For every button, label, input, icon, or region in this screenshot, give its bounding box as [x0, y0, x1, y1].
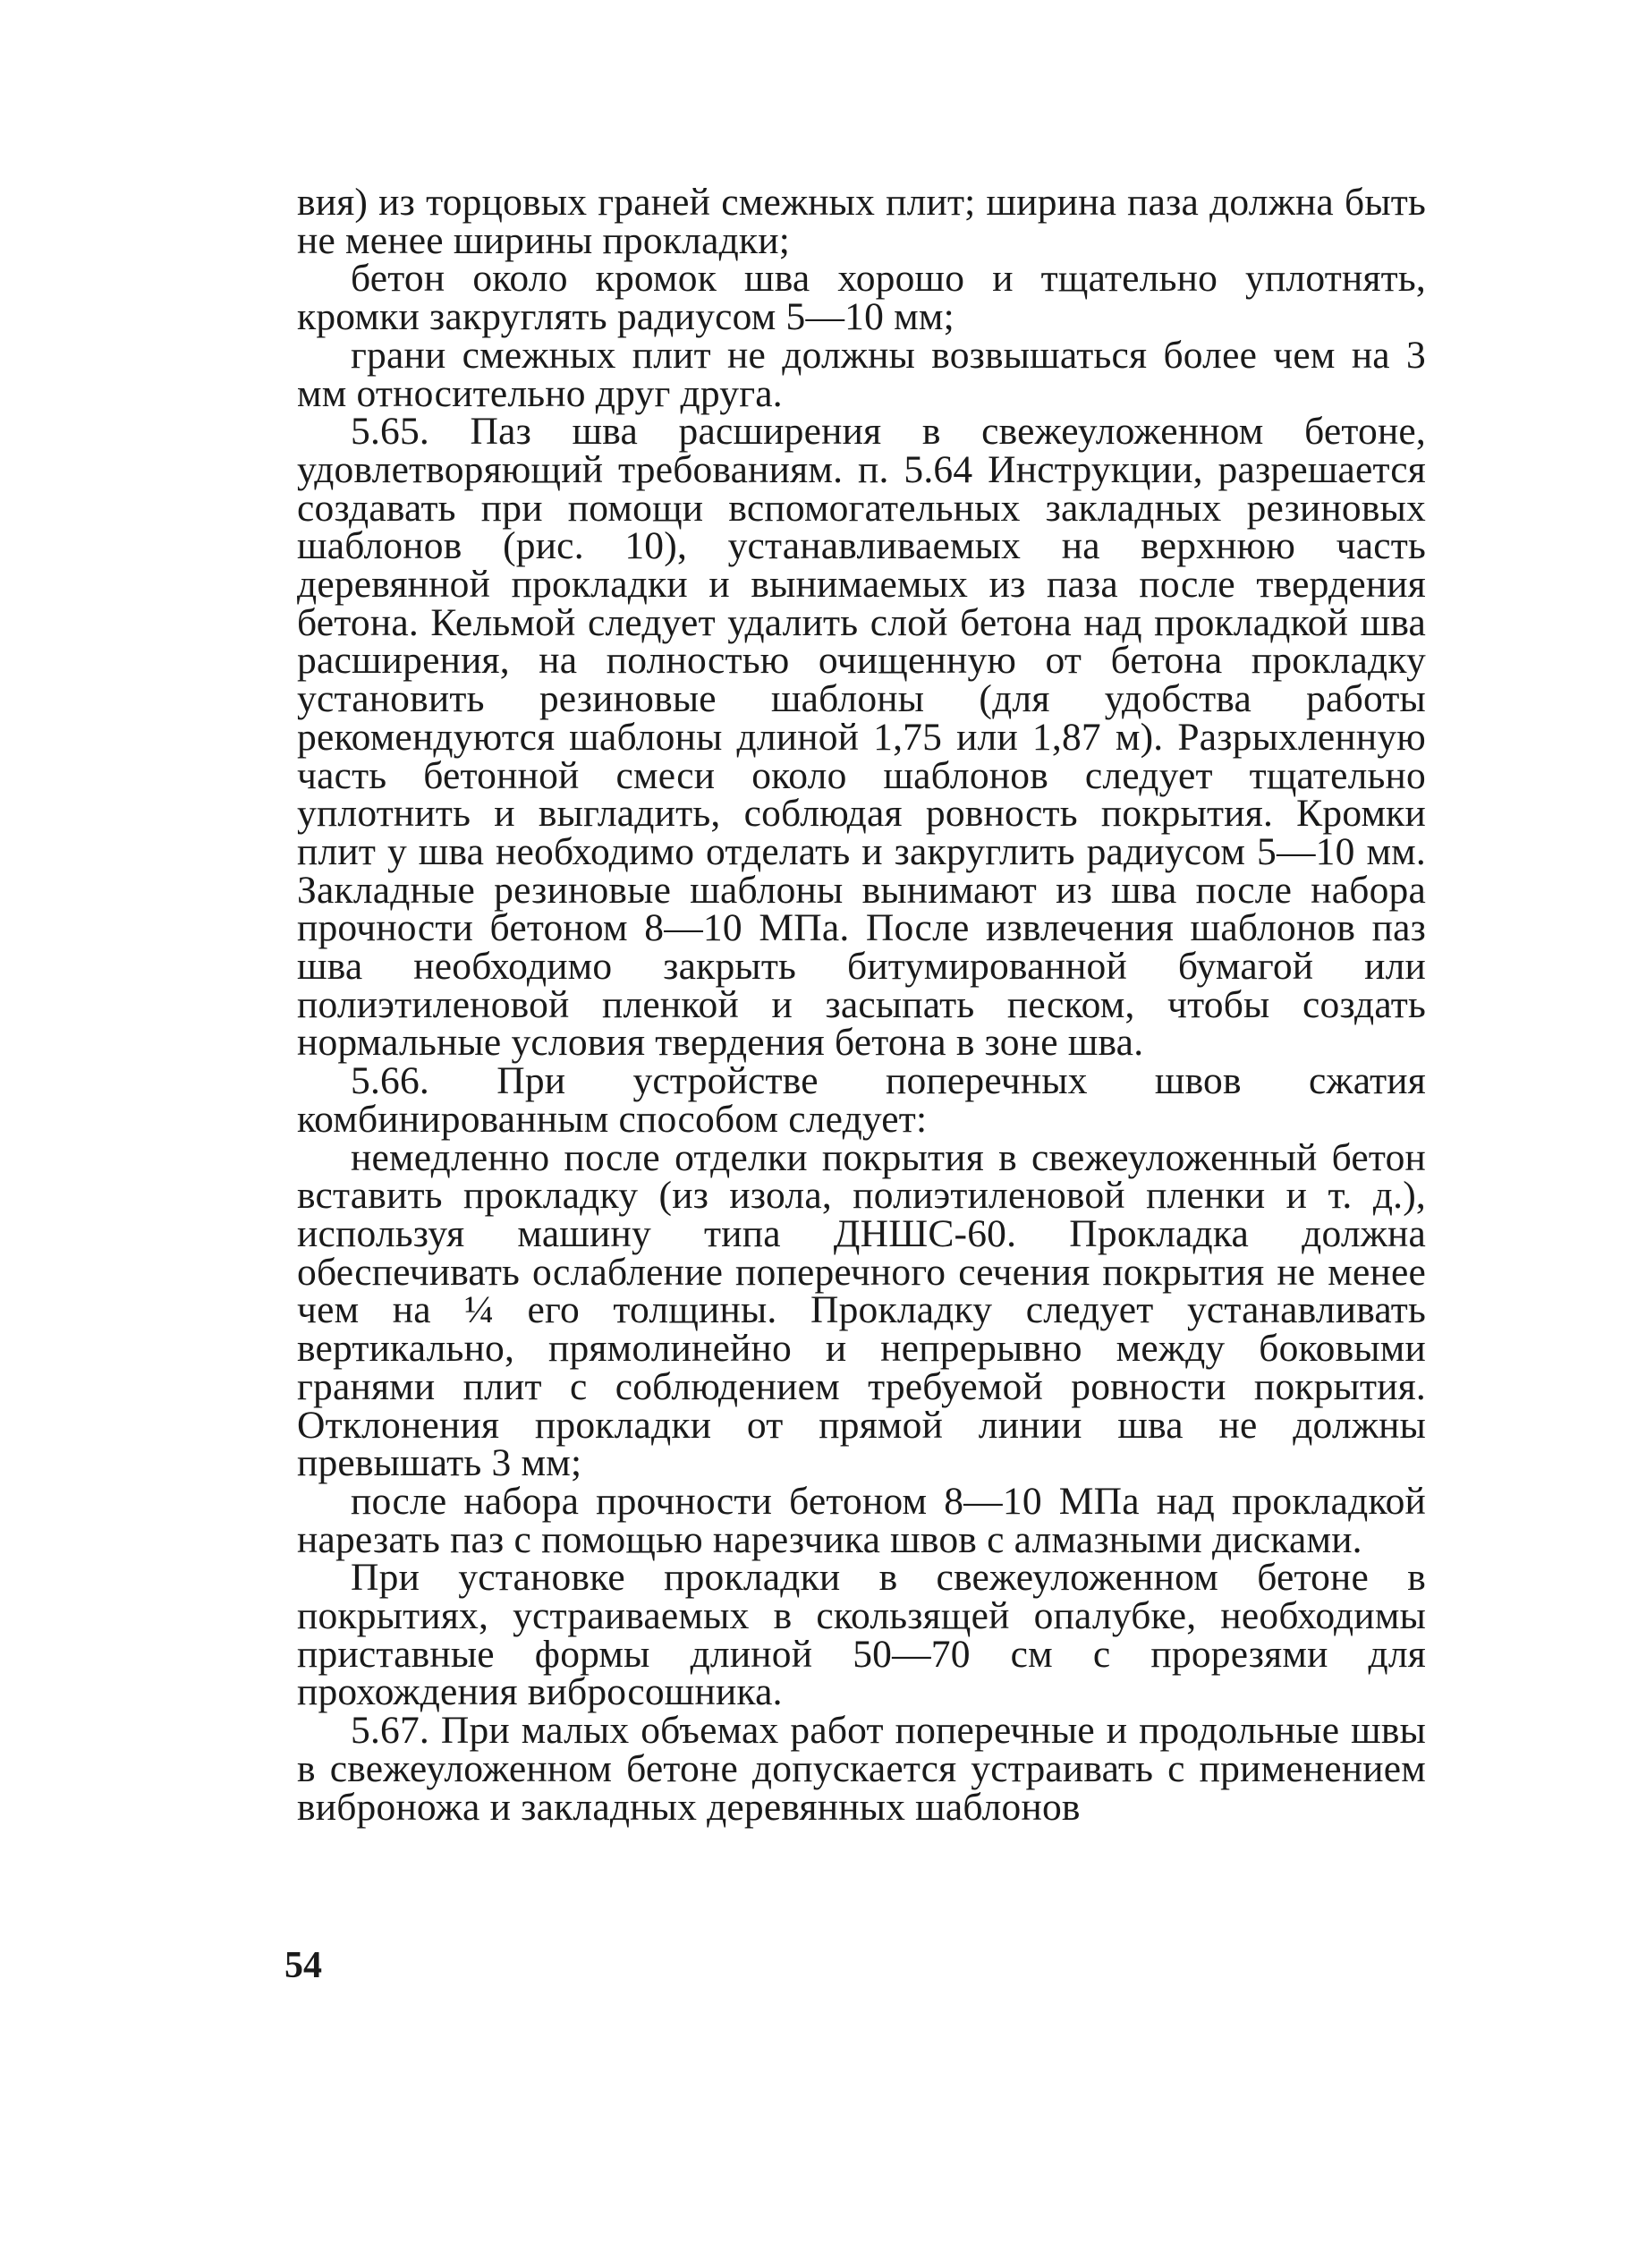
- paragraph-continuation: вия) из торцовых граней смежных плит; ширина паза должна быть не менее ширины прокладки;: [297, 181, 1426, 262]
- paragraph-5-67: 5.67. При малых объемах работ поперечные и продольные швы в свежеуложенном бетоне допускается устраивать с применением виброножа и закладных деревянных шаблонов: [297, 1709, 1426, 1829]
- paragraph-slab-faces: грани смежных плит не должны возвышаться более чем на 3 мм относительно друг друга.: [297, 333, 1426, 415]
- paragraph-slipform: При установке прокладки в свежеуложенном бетоне в покрытиях, устраиваемых в скользящей опалубке, необходимы приставные формы длиной 50—70 см с прорезями для прохождения вибросошника.: [297, 1556, 1426, 1714]
- paragraph-cut-groove: после набора прочности бетоном 8—10 МПа над прокладкой нарезать паз с помощью нарезчика швов с алмазными дисками.: [297, 1479, 1426, 1561]
- paragraph-concrete-edges: бетон около кромок шва хорошо и тщательно уплотнять, кромки закруглять радиусом 5—10 мм;: [297, 257, 1426, 339]
- paragraph-5-65: 5.65. Паз шва расширения в свежеуложенном бетоне, удовлетворяющий требованиям. п. 5.64 Инструкции, разрешается создавать при помощи вспомогательных закладных резиновых шаблонов (рис. 10), устанавливаемых на верхнюю часть деревянной прокладки и вынимаемых из паза после твердения бетона. Кельмой следует удалить слой бетона над прокладкой шва расширения, на полностью очищенную от бетона прокладку установить резиновые шаблоны (для удобства работы рекомендуются шаблоны длиной 1,75 или 1,87 м). Разрыхленную часть бетонной смеси около шаблонов следует тщательно уплотнить и выгладить, соблюдая ровность покрытия. Кромки плит у шва необходимо отделать и закруглить радиусом 5—10 мм. Закладные резиновые шаблоны вынимают из шва после набора прочности бетоном 8—10 МПа. После извлечения шаблонов паз шва необходимо закрыть битумированной бумагой или полиэтиленовой пленкой и засыпать песком, чтобы создать нормальные условия твердения бетона в зоне шва.: [297, 410, 1426, 1065]
- paragraph-5-66: 5.66. При устройстве поперечных швов сжатия комбинированным способом следует:: [297, 1059, 1426, 1141]
- document-body: [297, 181, 1426, 1829]
- paragraph-insert-gasket: немедленно после отделки покрытия в свежеуложенный бетон вставить прокладку (из изола, полиэтиленовой пленки и т. д.), используя машину типа ДНШС-60. Прокладка должна обеспечивать ослабление поперечного сечения покрытия не менее чем на ¼ его толщины. Прокладку следует устанавливать вертикально, прямолинейно и непрерывно между боковыми гранями плит с соблюдением требуемой ровности покрытия. Отклонения прокладки от прямой линии шва не должны превышать 3 мм;: [297, 1135, 1426, 1485]
- page-number: 54: [284, 1945, 322, 1986]
